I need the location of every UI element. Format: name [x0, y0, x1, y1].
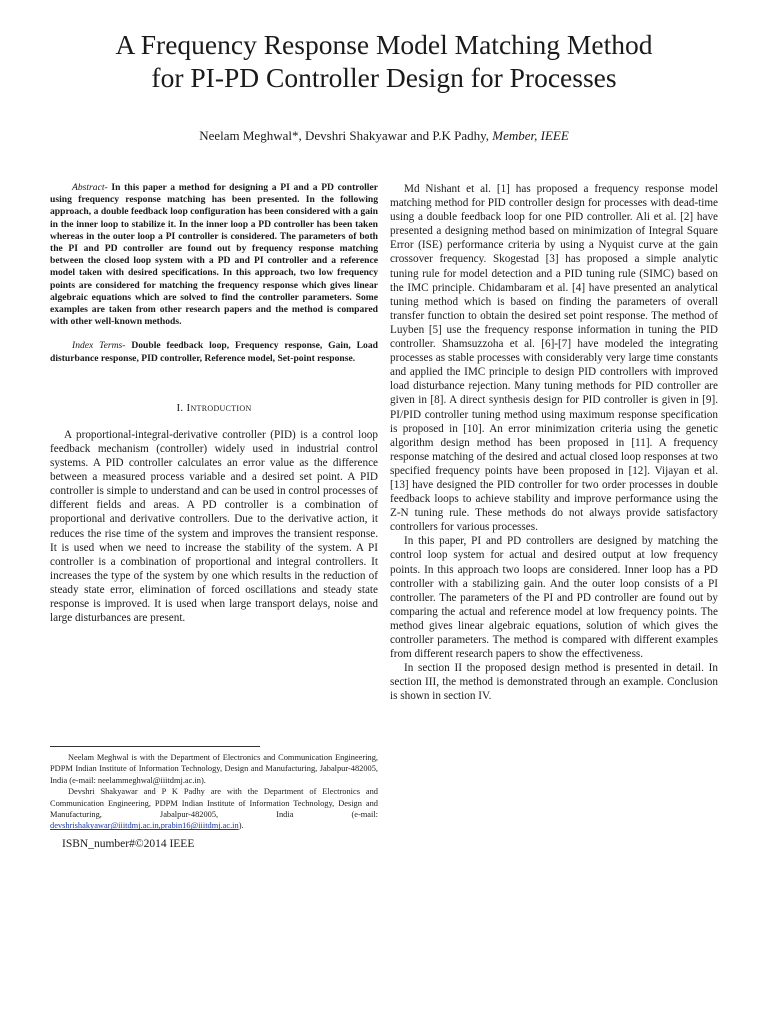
- left-column: [50, 182, 378, 625]
- abstract-label: Abstract-: [72, 182, 108, 193]
- author-affiliation: Member, IEEE: [492, 128, 569, 143]
- paper-title: [40, 28, 728, 94]
- intro-paragraph-1: A proportional-integral-derivative controller (PID) is a control loop feedback mechanism (controller) widely used in industrial control systems. A PID controller calculates an error value as the difference between a measured process variable and a desired set point. A PID controller is simple to understand and can be used in control processes of different fields and areas. A PD controller is a combination of proportional and derivative controllers. Due to the derivative action, it reduces the rise time of the system and improves the transient response. It is used when we need to increase the stability of the system. A PI controller is a combination of proportional and integral controllers. It increases the type of the system by one which results in the reduction of steady state error, elimination of forced oscillations and steady state response is improved. It is used when large transport delays, noise and large disturbances are present.: [50, 428, 378, 625]
- right-paragraph-3: In section II the proposed design method is presented in detail. In section III, the method is demonstrated through an example. Conclusion is shown in section IV.: [390, 662, 718, 703]
- right-paragraph-1: Md Nishant et al. [1] has proposed a frequency response model matching method for PID controller design for processes with dead-time using a double feedback loop for one PID controller. Ali et al. [2] have presented a designing method based on minimization of Integral Square Error (ISE) performance criteria by using a Nyquist curve at the gain crossover frequency. Skogestad [3] has proposed a simple analytic tuning rule for model detection and a PID tuning rule (SIMC) based on the IMC principle. Chidambaram et al. [4] have presented an analytical tuning method which is based on finding the parameters of overall transfer function to obtain the desired set point response. The method of Luyben [5] use the frequency response information in tuning the PID controller. Shamsuzzoha et al. [6]-[7] have modeled the integrating processes as stable processes with considerably very large time constants and applied the IMC principle to design PID controllers with improved load disturbance rejection. Many tuning methods for PID controller are given in [8]. A direct synthesis design for PID controller is given in [9]. PI/PID controller tuning method using maximum response specification is proposed in [10]. An error minimization criteria using the genetic algorithm design method has been proposed in [11]. A frequency response matching of the desired and actual closed loop responses at two specified frequency points have been proposed in [12]. Vijayan et al. [13] have designed the PID controller for two order processes in double feedback loops to achieve stability and improve performance using the Z-N tuning rule. These methods do not always provide satisfactory controllers for various processes.: [390, 183, 718, 534]
- footnote-divider: [50, 746, 260, 747]
- index-terms: [50, 340, 378, 364]
- right-column: [390, 182, 718, 703]
- title-line-1: A Frequency Response Model Matching Method: [115, 29, 653, 60]
- author-names: Neelam Meghwal*, Devshri Shakyawar and P.K Padhy,: [199, 128, 493, 143]
- footnote-2-email-link[interactable]: devshrishakyawar@iiitdmj.ac.in,prabin16@iiitdmj.ac.in: [50, 821, 239, 831]
- footnote-1: Neelam Meghwal is with the Department of Electronics and Communication Engineering, PDPM Indian Institute of Information Technology, Design and Manufacturing, Jabalpur-482005, India (e-mail: neelammeghwal@iiitdmj.ac.in).: [50, 753, 378, 785]
- right-paragraph-2: In this paper, PI and PD controllers are designed by matching the control loop system for actual and desired output at low frequency points. In this approach two loops are considered. Inner loop has a PD controller with a stabilizing gain. And the outer loop consists of a PI controller. The parameters of the PI and PD controller are found out by comparing the actual and reference model at low frequency points. The method gives linear algebraic equations, solution of which gives the controller parameters. The method is compared with different examples from different research papers to show the effectiveness.: [390, 535, 718, 661]
- footnote-2-text: Devshri Shakyawar and P K Padhy are with the Department of Electronics and Communication Engineering, PDPM Indian Institute of Information Technology, Design and Manufacturing, Jabalpur-482005, India (e-mail:: [50, 787, 378, 820]
- author-line: [40, 128, 728, 144]
- section-heading-introduction: I. Introduction: [176, 401, 252, 414]
- footnotes: [50, 752, 378, 832]
- index-terms-label: Index Terms-: [72, 340, 126, 352]
- isbn-copyright: ISBN_number#©2014 IEEE: [62, 838, 195, 850]
- title-line-2: for PI-PD Controller Design for Processes: [151, 62, 617, 93]
- abstract-text: In this paper a method for designing a PI and a PD controller using frequency response matching has been presented. In the following approach, a double feedback loop configuration has been considered with a gain in the inner loop to stabilize it. In the inner loop a PD controller has been taken whereas in the outer loop a PI controller is considered. The parameters of both the PI and PD controller are found out by frequency response matching between the closed loop system with a PD and PI controller and a reference model taken with desired specifications. In this approach, two low frequency points are considered for matching the frequency response which gives linear algebraic equations which are solved to find the controller parameters. Some examples are taken from other research papers and the method is compared with other well-known methods.: [50, 182, 378, 328]
- abstract: [50, 182, 378, 328]
- index-terms-text: Double feedback loop, Frequency response, Gain, Load disturbance response, PID controller, Reference model, Set-point response.: [50, 340, 378, 364]
- footnote-2: [50, 786, 378, 832]
- footnote-2-end: ).: [238, 821, 244, 831]
